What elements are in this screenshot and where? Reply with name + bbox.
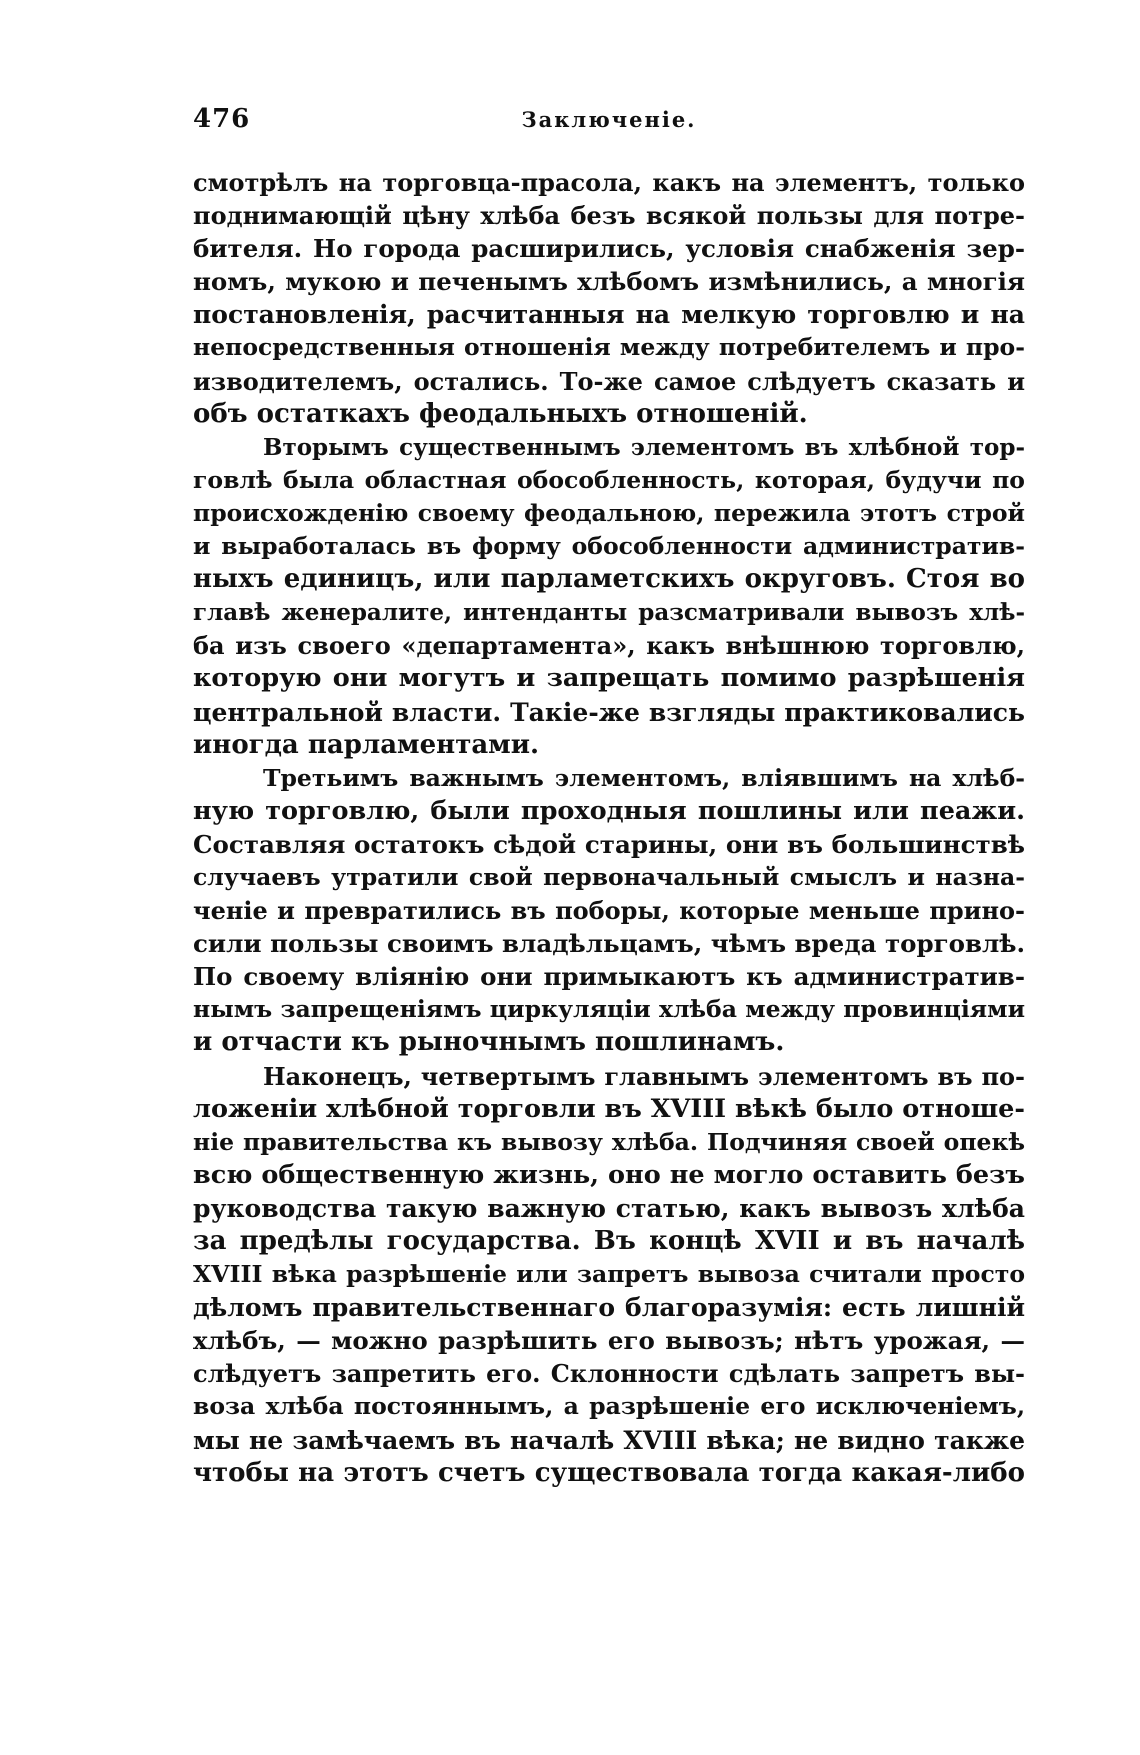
- text-line: случаевъ утратили свой первоначальный смыслъ и назна-: [193, 862, 1025, 891]
- text-line: ба изъ своего «департамента», какъ внѣшнюю торговлю,: [193, 631, 1025, 661]
- paragraph-4: [193, 1060, 1025, 1490]
- text-line: поднимающій цѣну хлѣба безъ всякой пользы для потре-: [193, 201, 1025, 231]
- text-line: дѣломъ правительственнаго благоразумія: есть лишній: [193, 1293, 1025, 1323]
- text-line: ченіе и превратились въ поборы, которые меньше прино-: [193, 896, 1025, 926]
- text-line: хлѣбъ, — можно разрѣшить его вывозъ; нѣтъ урожая, —: [193, 1326, 1025, 1356]
- text-line: изводителемъ, остались. То-же самое слѣдуетъ сказать и: [193, 366, 1025, 396]
- paragraph-1: [193, 166, 1025, 431]
- text-line: всю общественную жизнь, оно не могло оставить безъ: [193, 1159, 1025, 1190]
- text-line: объ остаткахъ феодальныхъ отношеній.: [193, 398, 808, 429]
- text-line: и выработалась въ форму обособленности административ-: [193, 532, 1025, 561]
- text-line: говлѣ была областная обособленность, которая, будучи по: [193, 465, 1025, 494]
- paragraph-2: [193, 431, 1025, 762]
- body-text: [193, 166, 1025, 1490]
- text-line: мы не замѣчаемъ въ началѣ XVIII вѣка; не видно также: [193, 1425, 1025, 1455]
- text-line: XVIII вѣка разрѣшеніе или запретъ вывоза считали просто: [193, 1260, 1025, 1289]
- text-line: Составляя остатокъ сѣдой старины, они въ большинствѣ: [193, 829, 1025, 859]
- text-line: и отчасти къ рыночнымъ пошлинамъ.: [193, 1027, 785, 1058]
- text-line: воза хлѣба постояннымъ, а разрѣшеніе его исключеніемъ,: [193, 1392, 1025, 1421]
- text-line: номъ, мукою и печенымъ хлѣбомъ измѣнились, а многія: [193, 267, 1025, 297]
- text-line: главѣ женералите, интенданты разсматривали вывозъ хлѣ-: [193, 599, 1025, 627]
- text-line: за предѣлы государства. Въ концѣ XVII и въ началѣ: [193, 1226, 1025, 1256]
- text-line: Вторымъ существеннымъ элементомъ въ хлѣбной тор-: [263, 433, 1025, 461]
- text-line: По своему вліянію они примыкаютъ къ административ-: [193, 962, 1025, 992]
- running-title: Заключеніе.: [521, 107, 697, 132]
- text-line: центральной власти. Такіе-же взгляды практиковались: [193, 697, 1025, 727]
- text-line: ныхъ единицъ, или парламетскихъ округовъ. Стоя во: [193, 564, 1025, 595]
- text-line: происхожденію своему феодальною, пережила этотъ строй: [193, 498, 1025, 527]
- text-line: Третьимъ важнымъ элементомъ, вліявшимъ на хлѣб-: [263, 763, 1025, 792]
- text-line: сили пользы своимъ владѣльцамъ, чѣмъ вреда торговлѣ.: [193, 929, 1025, 959]
- paragraph-3: [193, 762, 1025, 1060]
- text-line: чтобы на этотъ счетъ существовала тогда какая-либо: [193, 1457, 1025, 1488]
- text-line: постановленія, расчитанныя на мелкую торговлю и на: [193, 300, 1025, 330]
- text-line: слѣдуетъ запретить его. Склонности сдѣлать запретъ вы-: [193, 1359, 1025, 1389]
- page-header: [193, 104, 1025, 144]
- text-line: ложеніи хлѣбной торговли въ XVIII вѣкѣ было отноше-: [193, 1093, 1025, 1124]
- text-line: ную торговлю, были проходныя пошлины или пеажи.: [193, 795, 1025, 826]
- text-line: нымъ запрещеніямъ циркуляціи хлѣба между провинціями: [193, 995, 1025, 1024]
- page-number: 476: [193, 104, 251, 134]
- text-line: непосредственныя отношенія между потребителемъ и про-: [193, 333, 1025, 362]
- text-line: иногда парламентами.: [193, 729, 540, 760]
- text-line: руководства такую важную статью, какъ вывозъ хлѣба: [193, 1193, 1025, 1223]
- text-line: которую они могутъ и запрещать помимо разрѣшенія: [193, 663, 1025, 694]
- text-line: ніе правительства къ вывозу хлѣба. Подчиняя своей опекѣ: [193, 1127, 1025, 1156]
- text-line: Наконецъ, четвертымъ главнымъ элементомъ въ по-: [263, 1061, 1025, 1091]
- text-line: смотрѣлъ на торговца-прасола, какъ на элементъ, только: [193, 168, 1025, 197]
- text-line: бителя. Но города расширились, условія снабженія зер-: [193, 234, 1025, 264]
